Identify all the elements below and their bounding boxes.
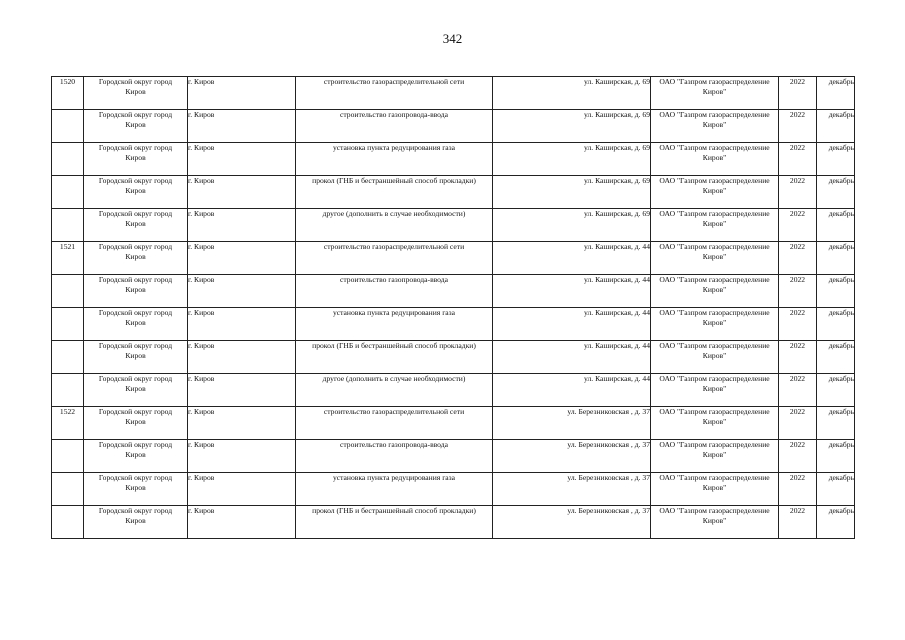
city-cell — [188, 308, 296, 341]
organization-line1: ОАО "Газпром газораспределение — [659, 143, 770, 152]
organization-line2: Киров" — [702, 219, 727, 228]
address-cell — [493, 440, 651, 473]
organization-line2: Киров" — [702, 252, 727, 261]
month-cell — [817, 506, 855, 539]
address-text: ул. Березниковская , д. 37 — [567, 407, 650, 416]
district-line2: Киров — [125, 285, 146, 294]
address-cell — [493, 506, 651, 539]
year-text: 2022 — [789, 110, 806, 119]
work-text: строительство газораспределительной сети — [323, 77, 465, 86]
city-cell — [188, 407, 296, 440]
work-text: установка пункта редуцирования газа — [332, 473, 456, 482]
district-cell — [84, 374, 188, 407]
row-number — [52, 176, 84, 209]
table-row — [52, 110, 855, 143]
work-type-cell — [296, 110, 493, 143]
district-cell — [84, 176, 188, 209]
year-cell — [779, 308, 817, 341]
address-cell — [493, 407, 651, 440]
year-text: 2022 — [789, 473, 806, 482]
city-cell — [188, 374, 296, 407]
year-text: 2022 — [789, 143, 806, 152]
page-number: 342 — [442, 31, 463, 46]
district-line2: Киров — [125, 87, 146, 96]
address-cell — [493, 275, 651, 308]
city-cell — [188, 473, 296, 506]
address-text: ул. Каширская, д. 69 — [584, 176, 650, 185]
row-number — [52, 143, 84, 176]
work-type-cell — [296, 209, 493, 242]
organization-line2: Киров" — [702, 153, 727, 162]
year-cell — [779, 506, 817, 539]
address-text: ул. Березниковская , д. 37 — [567, 473, 650, 482]
organization-cell — [651, 275, 779, 308]
address-text: ул. Каширская, д. 69 — [584, 209, 650, 218]
organization-cell — [651, 308, 779, 341]
organization-cell — [651, 407, 779, 440]
organization-cell — [651, 506, 779, 539]
work-text: другое (дополнить в случае необходимости) — [322, 374, 466, 383]
district-line2: Киров — [125, 219, 146, 228]
year-text: 2022 — [789, 209, 806, 218]
organization-cell — [651, 242, 779, 275]
row-number — [52, 275, 84, 308]
district-line2: Киров — [125, 120, 146, 129]
organization-cell — [651, 473, 779, 506]
year-text: 2022 — [789, 440, 806, 449]
district-line2: Киров — [125, 318, 146, 327]
work-text: строительство газопровода-ввода — [340, 110, 448, 119]
table-row — [52, 506, 855, 539]
work-type-cell — [296, 473, 493, 506]
organization-line1: ОАО "Газпром газораспределение — [659, 440, 770, 449]
district-cell — [84, 440, 188, 473]
organization-cell — [651, 341, 779, 374]
table-row — [52, 143, 855, 176]
year-text: 2022 — [789, 275, 806, 284]
month-text: декабрь — [828, 176, 854, 185]
table-row — [52, 209, 855, 242]
address-cell — [493, 209, 651, 242]
district-cell — [84, 506, 188, 539]
organization-line1: ОАО "Газпром газораспределение — [659, 275, 770, 284]
table-row — [52, 77, 855, 110]
district-line1: Городской округ город — [98, 374, 173, 383]
address-text: ул. Каширская, д. 44 — [584, 242, 650, 251]
organization-line1: ОАО "Газпром газораспределение — [659, 176, 770, 185]
address-text: ул. Каширская, д. 44 — [584, 374, 650, 383]
year-cell — [779, 440, 817, 473]
city-text: г. Киров — [188, 308, 215, 317]
organization-line1: ОАО "Газпром газораспределение — [659, 407, 770, 416]
organization-cell — [651, 440, 779, 473]
table-row — [52, 341, 855, 374]
district-line1: Городской округ город — [98, 473, 173, 482]
organization-line2: Киров" — [702, 417, 727, 426]
organization-line1: ОАО "Газпром газораспределение — [659, 242, 770, 251]
work-type-cell — [296, 341, 493, 374]
district-line2: Киров — [125, 351, 146, 360]
year-cell — [779, 341, 817, 374]
district-cell — [84, 341, 188, 374]
table-row — [52, 176, 855, 209]
district-line1: Городской округ город — [98, 308, 173, 317]
district-line2: Киров — [125, 186, 146, 195]
work-type-cell — [296, 407, 493, 440]
organization-line2: Киров" — [702, 516, 727, 525]
table-row — [52, 473, 855, 506]
organization-line2: Киров" — [702, 186, 727, 195]
district-line1: Городской округ город — [98, 440, 173, 449]
address-cell — [493, 143, 651, 176]
organization-cell — [651, 110, 779, 143]
row-number — [52, 242, 84, 275]
work-type-cell — [296, 77, 493, 110]
year-cell — [779, 110, 817, 143]
address-cell — [493, 242, 651, 275]
address-text: ул. Каширская, д. 69 — [584, 77, 650, 86]
district-line2: Киров — [125, 252, 146, 261]
city-cell — [188, 242, 296, 275]
district-cell — [84, 473, 188, 506]
month-text: декабрь — [828, 110, 854, 119]
organization-cell — [651, 209, 779, 242]
work-text: строительство газопровода-ввода — [340, 440, 448, 449]
city-text: г. Киров — [188, 440, 215, 449]
year-cell — [779, 209, 817, 242]
work-text: прокол (ГНБ и бестраншейный способ прокладки) — [312, 341, 476, 350]
row-number — [52, 440, 84, 473]
year-text: 2022 — [789, 77, 806, 86]
district-cell — [84, 275, 188, 308]
year-cell — [779, 242, 817, 275]
organization-cell — [651, 374, 779, 407]
address-cell — [493, 77, 651, 110]
district-cell — [84, 77, 188, 110]
city-text: г. Киров — [188, 176, 215, 185]
city-cell — [188, 176, 296, 209]
month-text: декабрь — [828, 473, 854, 482]
address-cell — [493, 176, 651, 209]
address-text: ул. Березниковская , д. 37 — [567, 506, 650, 515]
district-cell — [84, 209, 188, 242]
registry-table — [51, 76, 855, 539]
address-text: ул. Каширская, д. 44 — [584, 341, 650, 350]
organization-line2: Киров" — [702, 450, 727, 459]
table-row — [52, 308, 855, 341]
address-text: ул. Каширская, д. 44 — [584, 308, 650, 317]
work-text: строительство газораспределительной сети — [323, 242, 465, 251]
month-cell — [817, 341, 855, 374]
num-text: 1522 — [59, 407, 76, 416]
table-row — [52, 275, 855, 308]
year-text: 2022 — [789, 176, 806, 185]
work-text: строительство газопровода-ввода — [340, 275, 448, 284]
city-text: г. Киров — [188, 77, 215, 86]
work-type-cell — [296, 143, 493, 176]
year-cell — [779, 176, 817, 209]
year-cell — [779, 374, 817, 407]
address-text: ул. Каширская, д. 69 — [584, 143, 650, 152]
work-type-cell — [296, 506, 493, 539]
organization-line2: Киров" — [702, 384, 727, 393]
city-text: г. Киров — [188, 506, 215, 515]
month-cell — [817, 143, 855, 176]
row-number — [52, 407, 84, 440]
organization-line1: ОАО "Газпром газораспределение — [659, 374, 770, 383]
month-text: декабрь — [828, 440, 854, 449]
year-text: 2022 — [789, 506, 806, 515]
registry-body — [52, 77, 855, 539]
work-text: установка пункта редуцирования газа — [332, 143, 456, 152]
organization-line1: ОАО "Газпром газораспределение — [659, 341, 770, 350]
city-text: г. Киров — [188, 242, 215, 251]
month-cell — [817, 275, 855, 308]
city-cell — [188, 77, 296, 110]
work-type-cell — [296, 176, 493, 209]
work-text: прокол (ГНБ и бестраншейный способ прокладки) — [312, 176, 476, 185]
city-text: г. Киров — [188, 473, 215, 482]
month-cell — [817, 209, 855, 242]
organization-line2: Киров" — [702, 318, 727, 327]
work-type-cell — [296, 374, 493, 407]
organization-line2: Киров" — [702, 120, 727, 129]
district-line1: Городской округ город — [98, 407, 173, 416]
district-line1: Городской округ город — [98, 275, 173, 284]
district-line2: Киров — [125, 516, 146, 525]
row-number — [52, 110, 84, 143]
month-cell — [817, 242, 855, 275]
organization-line1: ОАО "Газпром газораспределение — [659, 506, 770, 515]
organization-line2: Киров" — [702, 285, 727, 294]
table-row — [52, 242, 855, 275]
row-number — [52, 77, 84, 110]
year-cell — [779, 143, 817, 176]
address-cell — [493, 308, 651, 341]
row-number — [52, 473, 84, 506]
organization-line1: ОАО "Газпром газораспределение — [659, 473, 770, 482]
month-cell — [817, 308, 855, 341]
district-line2: Киров — [125, 417, 146, 426]
work-text: другое (дополнить в случае необходимости) — [322, 209, 466, 218]
num-text: 1520 — [59, 77, 76, 86]
district-line1: Городской округ город — [98, 143, 173, 152]
district-cell — [84, 308, 188, 341]
address-cell — [493, 110, 651, 143]
year-cell — [779, 473, 817, 506]
address-text: ул. Каширская, д. 69 — [584, 110, 650, 119]
month-text: декабрь — [828, 506, 854, 515]
month-text: декабрь — [828, 77, 854, 86]
organization-line1: ОАО "Газпром газораспределение — [659, 110, 770, 119]
organization-line1: ОАО "Газпром газораспределение — [659, 209, 770, 218]
work-text: строительство газораспределительной сети — [323, 407, 465, 416]
table-row — [52, 407, 855, 440]
organization-line2: Киров" — [702, 351, 727, 360]
month-cell — [817, 473, 855, 506]
month-cell — [817, 77, 855, 110]
year-text: 2022 — [789, 407, 806, 416]
city-cell — [188, 275, 296, 308]
city-text: г. Киров — [188, 143, 215, 152]
city-cell — [188, 209, 296, 242]
work-type-cell — [296, 308, 493, 341]
month-cell — [817, 110, 855, 143]
address-cell — [493, 341, 651, 374]
city-cell — [188, 110, 296, 143]
address-cell — [493, 473, 651, 506]
work-text: установка пункта редуцирования газа — [332, 308, 456, 317]
month-cell — [817, 407, 855, 440]
address-text: ул. Березниковская , д. 37 — [567, 440, 650, 449]
work-type-cell — [296, 440, 493, 473]
month-text: декабрь — [828, 143, 854, 152]
month-text: декабрь — [828, 242, 854, 251]
month-text: декабрь — [828, 374, 854, 383]
year-text: 2022 — [789, 341, 806, 350]
district-line1: Городской округ город — [98, 209, 173, 218]
district-line2: Киров — [125, 153, 146, 162]
month-text: декабрь — [828, 308, 854, 317]
month-cell — [817, 374, 855, 407]
district-line1: Городской округ город — [98, 341, 173, 350]
year-text: 2022 — [789, 374, 806, 383]
num-text: 1521 — [59, 242, 76, 251]
city-cell — [188, 506, 296, 539]
table-row — [52, 374, 855, 407]
month-text: декабрь — [828, 341, 854, 350]
organization-cell — [651, 77, 779, 110]
organization-line1: ОАО "Газпром газораспределение — [659, 77, 770, 86]
district-line2: Киров — [125, 483, 146, 492]
city-cell — [188, 440, 296, 473]
row-number — [52, 341, 84, 374]
organization-line2: Киров" — [702, 87, 727, 96]
city-text: г. Киров — [188, 374, 215, 383]
city-text: г. Киров — [188, 275, 215, 284]
city-cell — [188, 341, 296, 374]
district-line1: Городской округ город — [98, 110, 173, 119]
city-text: г. Киров — [188, 209, 215, 218]
work-text: прокол (ГНБ и бестраншейный способ прокладки) — [312, 506, 476, 515]
district-cell — [84, 110, 188, 143]
month-cell — [817, 176, 855, 209]
district-line1: Городской округ город — [98, 77, 173, 86]
work-type-cell — [296, 275, 493, 308]
organization-cell — [651, 176, 779, 209]
row-number — [52, 374, 84, 407]
row-number — [52, 308, 84, 341]
row-number — [52, 209, 84, 242]
year-cell — [779, 407, 817, 440]
year-text: 2022 — [789, 308, 806, 317]
row-number — [52, 506, 84, 539]
district-line1: Городской округ город — [98, 176, 173, 185]
city-text: г. Киров — [188, 341, 215, 350]
year-text: 2022 — [789, 242, 806, 251]
year-cell — [779, 77, 817, 110]
district-cell — [84, 242, 188, 275]
organization-line2: Киров" — [702, 483, 727, 492]
month-text: декабрь — [828, 275, 854, 284]
district-cell — [84, 143, 188, 176]
district-line1: Городской округ город — [98, 506, 173, 515]
table-row — [52, 440, 855, 473]
year-cell — [779, 275, 817, 308]
district-cell — [84, 407, 188, 440]
city-cell — [188, 143, 296, 176]
district-line1: Городской округ город — [98, 242, 173, 251]
address-cell — [493, 374, 651, 407]
organization-cell — [651, 143, 779, 176]
month-text: декабрь — [828, 209, 854, 218]
district-line2: Киров — [125, 384, 146, 393]
city-text: г. Киров — [188, 110, 215, 119]
work-type-cell — [296, 242, 493, 275]
city-text: г. Киров — [188, 407, 215, 416]
district-line2: Киров — [125, 450, 146, 459]
month-text: декабрь — [828, 407, 854, 416]
address-text: ул. Каширская, д. 44 — [584, 275, 650, 284]
month-cell — [817, 440, 855, 473]
organization-line1: ОАО "Газпром газораспределение — [659, 308, 770, 317]
